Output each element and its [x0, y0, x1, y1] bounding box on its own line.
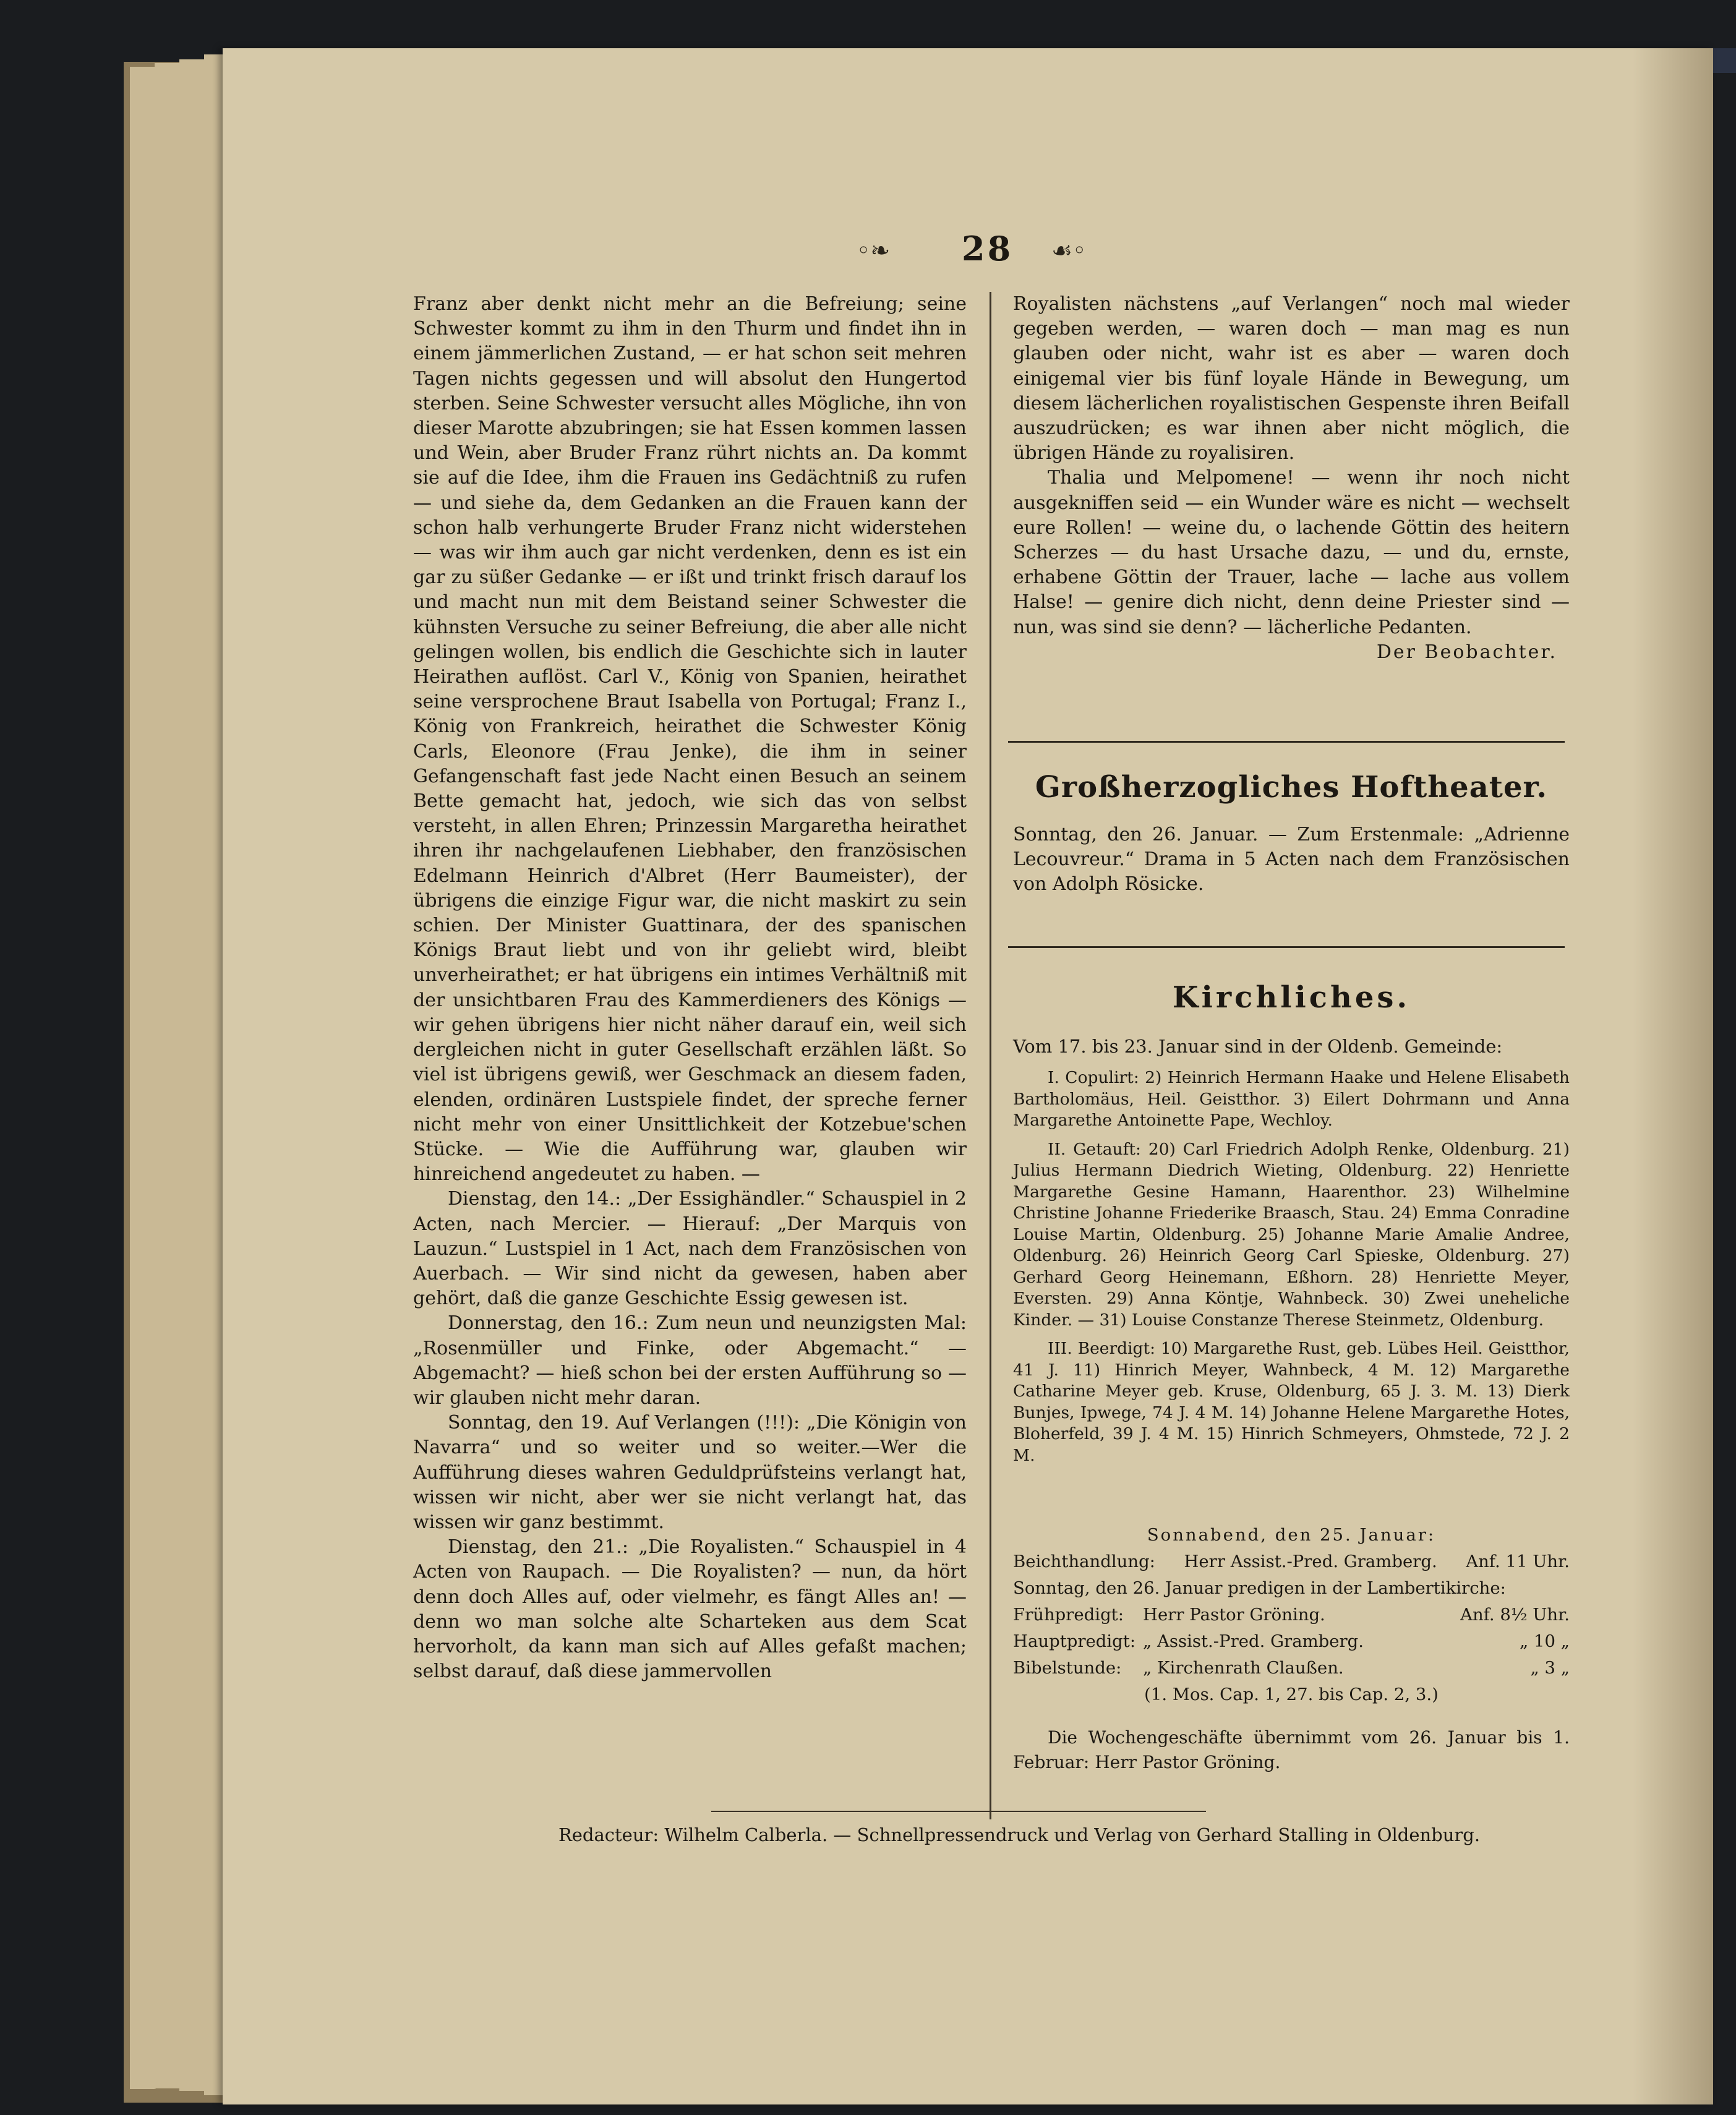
week-duties [1013, 1725, 1570, 1775]
page-number: 28 [962, 229, 1014, 268]
right-column-review [1013, 292, 1570, 665]
sunday-heading [1013, 1574, 1570, 1601]
right-ornament-icon: ☙◦ [1051, 237, 1087, 264]
schedule-row [1013, 1601, 1570, 1628]
schedule-row [1013, 1548, 1570, 1574]
theater-text: Sonntag, den 26. Januar. — Zum Erstenmale: „Adrienne Lecouvreur.“ Drama in 5 Acten nach dem Französischen von Adolph Rösicke. [1013, 824, 1570, 895]
saturday-heading [1013, 1521, 1570, 1548]
bible-ref-text: (1. Mos. Cap. 1, 27. bis Cap. 2, 3.) [1144, 1684, 1439, 1704]
review-paragraph: Donnerstag, den 16.: Zum neun und neunzigsten Mal: „Rosenmüller und Finke, oder Abgemacht.“ — Abgemacht? — hieß schon bei der ersten Aufführung so — wir glauben nicht mehr daran. [413, 1312, 967, 1409]
page-edge [155, 63, 181, 2088]
schedule-time: Anf. 11 Uhr. [1466, 1551, 1570, 1571]
church-intro: Vom 17. bis 23. Januar sind in der Oldenb. Gemeinde: [1013, 1036, 1503, 1057]
schedule-name: „ Kirchenrath Claußen. [1143, 1657, 1344, 1678]
getauft-list: II. Getauft: 20) Carl Friedrich Adolph Renke, Oldenburg. 21) Julius Hermann Diedrich Wieting, Oldenburg. 22) Henriette Margarethe Gesine Hamann, Haarenthor. 23) Wilhelmine Christine Johanne Friederike Braasch, Stau. 24) Emma Conradine Louise Martin, Oldenburg. 25) Johanne Marie Amalie Andree, Oldenburg. 26) Heinrich Georg Carl Spieske, Oldenburg. 27) Gerhard Georg Heinemann, Eßhorn. 28) Henriette Meyer, Eversten. 29) Anna Köntje, Wahnbeck. 30) Zwei uneheliche Kinder. — 31) Louise Constanze Therese Steinmetz, Oldenburg. [1013, 1139, 1570, 1330]
left-ornament-icon: ◦❧ [857, 237, 891, 264]
review-paragraph: Royalisten nächstens „auf Verlangen“ noch mal wieder gegeben werden, — waren doch — man mag es nun glauben oder nicht, wahr ist es aber — waren doch einigemal vier bis fünf loyale Hände in Bewegung, um diesem lächerlichen royalistischen Gespenste ihren Beifall auszudrücken; es war ihnen aber nicht möglich, die übrigen Hände zu royalisiren. [1013, 293, 1570, 464]
page-edge [130, 67, 156, 2089]
page-edge [179, 59, 205, 2091]
section-rule [1008, 946, 1565, 948]
schedule-row [1013, 1628, 1570, 1654]
review-paragraph: Dienstag, den 14.: „Der Essighändler.“ Schauspiel in 2 Acten, nach Mercier. — Hierauf: „Der Marquis von Lauzun.“ Lustspiel in 1 Act, nach dem Französischen von Auerbach. — Wir sind nicht da gewesen, haben aber gehört, daß die ganze Geschichte Essig gewesen ist. [413, 1188, 967, 1310]
signature: Der Beobachter. [1376, 641, 1557, 663]
schedule-label: Frühpredigt: [1013, 1604, 1124, 1625]
schedule-label: Beichthandlung: [1013, 1551, 1155, 1571]
imprint-footer: Redacteur: Wilhelm Calberla. — Schnellpressendruck und Verlag von Gerhard Stalling in Oldenburg. [558, 1824, 1481, 1845]
review-paragraph: Thalia und Melpomene! — wenn ihr noch nicht ausgekniffen seid — ein Wunder wäre es nicht — wechselt eure Rollen! — weine du, o lachende Göttin des heitern Scherzes — du hast Ursache dazu, — und du, ernste, erhabene Göttin der Trauer, lache — lache aus vollem Halse! — genire dich nicht, denn deine Priester sind — nun, was sind sie denn? — lächerliche Pedanten. [1013, 467, 1570, 638]
sunday-label: Sonntag, den 26. Januar predigen in der Lambertikirche: [1013, 1578, 1506, 1598]
week-duties-text: Die Wochengeschäfte übernimmt vom 26. Januar bis 1. Februar: Herr Pastor Gröning. [1013, 1727, 1570, 1772]
schedule-time: „ 3 „ [1530, 1657, 1570, 1678]
schedule-time: Anf. 8½ Uhr. [1460, 1604, 1570, 1625]
schedule-name: Herr Assist.-Pred. Gramberg. [1184, 1551, 1437, 1571]
church-title: Kirchliches. [1172, 980, 1411, 1015]
saturday-label: Sonnabend, den 25. Januar: [1147, 1524, 1436, 1545]
bible-reference [1013, 1681, 1570, 1707]
beerdigt-list: III. Beerdigt: 10) Margarethe Rust, geb. Lübes Heil. Geistthor, 41 J. 11) Hinrich Meyer, Wahnbeck, 4 M. 12) Margarethe Catharine Meyer geb. Kruse, Oldenburg, 65 J. 3. M. 13) Dierk Bunjes, Ipwege, 74 J. 4 M. 14) Johanne Helene Margarethe Hotes, Bloherfeld, 39 J. 4 M. 15) Hinrich Schmeyers, Ohmstede, 72 J. 2 M. [1013, 1339, 1570, 1465]
schedule-name: Herr Pastor Gröning. [1143, 1604, 1325, 1625]
theater-notice [1013, 822, 1570, 897]
schedule-time: „ 10 „ [1520, 1631, 1570, 1651]
schedule-label: Hauptpredigt: [1013, 1631, 1136, 1651]
copulirt-list: I. Copulirt: 2) Heinrich Hermann Haake und Helene Elisabeth Bartholomäus, Heil. Geistthor. 3) Eilert Dohrmann und Anna Margarethe Antoinette Pape, Wechloy. [1013, 1068, 1570, 1130]
schedule-row [1013, 1654, 1570, 1681]
theater-title: Großherzogliches Hoftheater. [1035, 770, 1548, 805]
footer-rule [711, 1811, 1206, 1812]
church-records [1013, 1034, 1570, 1466]
left-column [413, 292, 967, 1684]
service-schedule [1013, 1521, 1570, 1707]
section-rule [1008, 741, 1565, 743]
review-paragraph: Franz aber denkt nicht mehr an die Befreiung; seine Schwester kommt zu ihm in den Thurm und findet ihn in einem jämmerlichen Zustand, — er hat schon seit mehren Tagen nichts gegessen und will absolut den Hungertod sterben. Seine Schwester versucht alles Mögliche, ihn von dieser Marotte abzubringen; sie hat Essen kommen lassen und Wein, aber Bruder Franz rührt nichts an. Da kommt sie auf die Idee, ihm die Frauen ins Gedächtniß zu rufen — und siehe da, dem Gedanken an die Frauen kann der schon halb verhungerte Bruder Franz nicht widerstehen — was wir ihm auch gar nicht verdenken, denn es ist ein gar zu süßer Gedanke — er ißt und trinkt frisch darauf los und macht nun mit dem Beistand seiner Schwester die kühnsten Versuche zu seiner Befreiung, die aber alle nicht gelingen wollen, bis endlich die Geschichte sich in lauter Heirathen auflöst. Carl V., König von Spanien, heirathet seine versprochene Braut Isabella von Portugal; Franz I., König von Frankreich, heirathet die Schwester König Carls, Eleonore (Frau Jenke), die ihm in seiner Gefangenschaft fast jede Nacht einen Besuch an seinem Bette gemacht hat, jedoch, wie sich das von selbst versteht, in allen Ehren; Prinzessin Margaretha heirathet ihren ihr nachgelaufenen Liebhaber, den französischen Edelmann Heinrich d'Albret (Herr Baumeister), der übrigens die einzige Figur war, die nicht maskirt zu sein schien. Der Minister Guattinara, der des spanischen Königs Braut liebt und von ihr geliebt wird, bleibt unverheirathet; er hat übrigens ein intimes Verhältniß mit der unsichtbaren Frau des Kammerdieners des Königs — wir gehen übrigens hier nicht näher darauf ein, weil sich dergleichen nicht in guter Gesellschaft erzählen läßt. So viel ist übrigens gewiß, wer Geschmack an diesem faden, elenden, ordinären Lustspiele findet, der spreche ferner nicht mehr von einer Unsittlichkeit der Kotzebue'schen Stücke. — Wie die Aufführung war, glauben wir hinreichend angedeutet zu haben. — [413, 293, 967, 1186]
review-paragraph: Dienstag, den 21.: „Die Royalisten.“ Schauspiel in 4 Acten von Raupach. — Die Royalisten? — nun, da hört denn doch Alles auf, oder vielmehr, es fängt Alles an! — denn wo man solche alte Scharteken aus dem Scat hervorholt, da kann man sich auf Alles gefaßt machen; selbst darauf, daß diese jammervollen [413, 1536, 967, 1683]
schedule-name: „ Assist.-Pred. Gramberg. [1143, 1631, 1364, 1651]
schedule-label: Bibelstunde: [1013, 1657, 1122, 1678]
review-paragraph: Sonntag, den 19. Auf Verlangen (!!!): „Die Königin von Navarra“ und so weiter und so weiter.—Wer die Aufführung dieses wahren Geduldprüfsteins verlangt hat, wissen wir nicht, aber wer sie nicht verlangt hat, das wissen wir ganz bestimmt. [413, 1412, 967, 1533]
column-divider [990, 292, 991, 1819]
